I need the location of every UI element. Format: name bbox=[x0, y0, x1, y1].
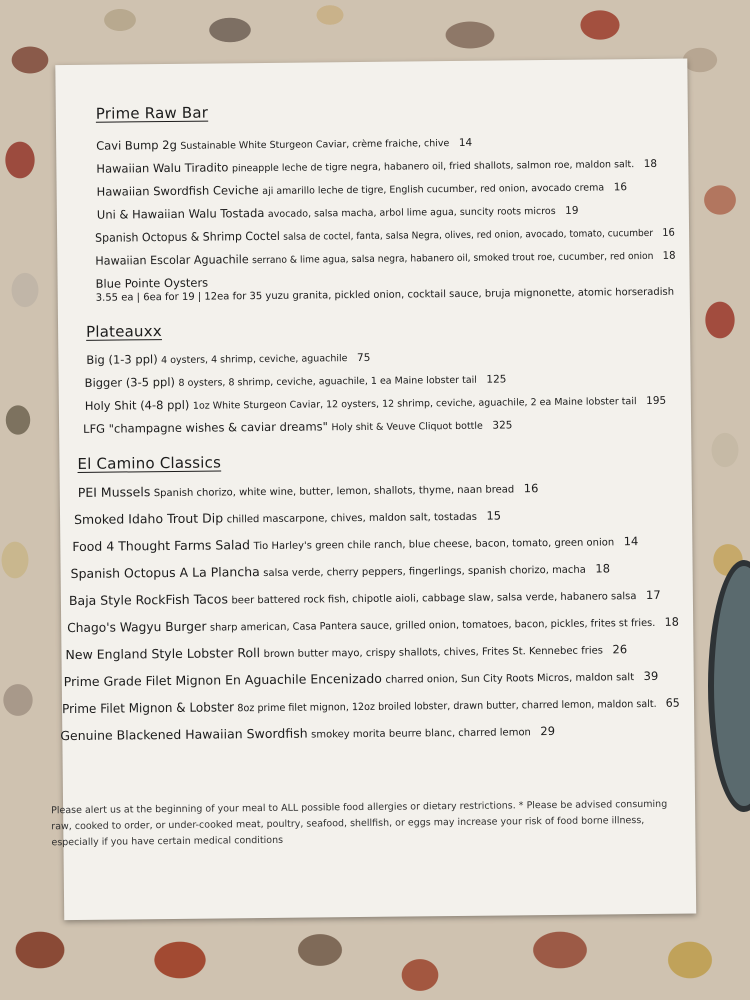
item-price: 16 bbox=[613, 181, 628, 194]
menu-item bbox=[64, 669, 659, 691]
item-desc: pineapple leche de tigre negra, habanero oil, fried shallots, salmon roe, maldon salt. bbox=[231, 159, 635, 175]
menu-item bbox=[71, 561, 611, 583]
item-name: Genuine Blackened Hawaiian Swordfish bbox=[60, 725, 308, 744]
item-name: Hawaiian Swordfish Ceviche bbox=[96, 183, 259, 199]
menu-item bbox=[96, 135, 472, 155]
item-name: Prime Grade Filet Mignon En Aguachile Encenizado bbox=[63, 670, 382, 690]
menu-item bbox=[85, 371, 507, 391]
item-name: Smoked Idaho Trout Dip bbox=[73, 510, 224, 527]
item-price: 39 bbox=[643, 668, 659, 684]
item-name: Chago's Wagyu Burger bbox=[67, 618, 207, 636]
item-desc: serrano & lime agua, salsa negra, habanero oil, smoked trout roe, cucumber, red onion bbox=[251, 250, 654, 267]
menu-item bbox=[78, 481, 539, 502]
item-desc: Sustainable White Sturgeon Caviar, crème fraiche, chive bbox=[180, 138, 450, 152]
item-price: 16 bbox=[523, 481, 539, 496]
menu-item-oysters bbox=[96, 276, 209, 292]
item-name: Hawaiian Escolar Aguachile bbox=[95, 252, 249, 268]
menu-item bbox=[65, 642, 627, 664]
item-desc: salsa de coctel, fanta, salsa Negra, olives, red onion, avocado, tomato, cucumber bbox=[283, 227, 654, 243]
menu-item bbox=[95, 248, 675, 270]
item-price: 26 bbox=[612, 642, 628, 657]
item-price: 18 bbox=[643, 157, 658, 171]
menu-item bbox=[60, 724, 555, 745]
item-name: Cavi Bump 2g bbox=[96, 137, 177, 153]
item-name: Spanish Octopus A La Plancha bbox=[70, 564, 260, 582]
item-name: Blue Pointe Oysters bbox=[95, 275, 209, 291]
item-price: 18 bbox=[595, 561, 611, 576]
item-price: 16 bbox=[662, 226, 675, 239]
item-desc: Tio Harley's green chile ranch, blue cheese, bacon, tomato, green onion bbox=[253, 537, 615, 553]
menu-item bbox=[97, 179, 628, 201]
item-desc: Holy shit & Veuve Cliquot bottle bbox=[331, 420, 483, 434]
item-name: Baja Style RockFish Tacos bbox=[68, 591, 228, 609]
menu-item bbox=[72, 534, 638, 556]
menu-item bbox=[95, 225, 675, 247]
item-name: Holy Shit (4-8 ppl) bbox=[84, 397, 190, 413]
item-desc: 4 oysters, 4 shrimp, ceviche, aguachile bbox=[161, 353, 348, 367]
item-price: 14 bbox=[623, 534, 639, 549]
item-price: 29 bbox=[540, 723, 556, 739]
plate-edge bbox=[708, 560, 750, 812]
item-desc: 8 oysters, 8 shrimp, ceviche, aguachile, 1 ea Maine lobster tail bbox=[178, 374, 477, 389]
menu-item bbox=[96, 156, 657, 178]
item-desc: brown butter mayo, crispy shallots, chives, Frites St. Kennebec fries bbox=[263, 645, 604, 661]
item-desc: Spanish chorizo, white wine, butter, lemon, shallots, thyme, naan bread bbox=[153, 484, 515, 500]
menu-item bbox=[86, 350, 370, 369]
menu-sheet bbox=[51, 59, 696, 921]
item-desc: avocado, salsa macha, arbol lime agua, suncity roots micros bbox=[267, 205, 556, 220]
menu-item bbox=[83, 417, 512, 437]
item-price: 75 bbox=[356, 351, 371, 365]
item-name: Prime Filet Mignon & Lobster bbox=[61, 699, 235, 717]
item-price: 325 bbox=[492, 419, 513, 432]
item-desc: aji amarillo leche de tigre, English cucumber, red onion, avocado crema bbox=[262, 182, 605, 198]
item-price: 125 bbox=[486, 373, 507, 386]
allergy-disclaimer: Please alert us at the beginning of your meal to ALL possible food allergies or dietary restrictions. * Please be advised consuming raw, cooked to order, or under-cooked meat, poultry, seafood, shellfish, or eggs may increase your risk of food borne illness, especially if you have certain medical conditions bbox=[51, 798, 668, 849]
item-desc: smokey morita beurre blanc, charred lemon bbox=[311, 727, 531, 741]
item-desc: charred onion, Sun City Roots Micros, maldon salt bbox=[385, 672, 635, 686]
item-name: Hawaiian Walu Tiradito bbox=[96, 160, 229, 176]
item-desc: 8oz prime filet mignon, 12oz broiled lobster, drawn butter, charred lemon, maldon salt. bbox=[237, 698, 657, 715]
item-price: 17 bbox=[645, 587, 661, 603]
item-name: Bigger (3-5 ppl) bbox=[84, 374, 176, 390]
item-name: Big (1-3 ppl) bbox=[86, 352, 158, 367]
section-title-classics: El Camino Classics bbox=[77, 453, 222, 473]
menu-item bbox=[74, 509, 501, 529]
menu-item bbox=[69, 588, 661, 610]
item-name: Food 4 Thought Farms Salad bbox=[72, 537, 251, 555]
item-desc: 1oz White Sturgeon Caviar, 12 oysters, 12 shrimp, ceviche, aguachile, 2 ea Maine lobster tail bbox=[192, 396, 637, 412]
menu-item bbox=[97, 203, 579, 224]
item-price: 14 bbox=[458, 136, 473, 149]
menu-item bbox=[67, 615, 679, 637]
item-price: 19 bbox=[565, 204, 579, 217]
menu-item bbox=[62, 696, 680, 718]
item-price: 195 bbox=[646, 394, 667, 407]
item-desc: chilled mascarpone, chives, maldon salt, tostadas bbox=[226, 511, 477, 526]
item-name: Uni & Hawaiian Walu Tostada bbox=[96, 205, 265, 222]
item-name: PEI Mussels bbox=[77, 484, 151, 500]
item-name: Spanish Octopus & Shrimp Coctel bbox=[95, 228, 280, 245]
item-price: 18 bbox=[664, 614, 679, 629]
menu-item bbox=[85, 393, 666, 415]
item-price: 15 bbox=[486, 508, 502, 523]
section-title-plateaux: Plateauxx bbox=[86, 322, 162, 341]
item-name: LFG "champagne wishes & caviar dreams" bbox=[83, 419, 329, 436]
section-title-raw-bar: Prime Raw Bar bbox=[95, 103, 209, 123]
item-price: 65 bbox=[665, 695, 680, 710]
item-name: New England Style Lobster Roll bbox=[65, 645, 261, 663]
item-desc: sharp american, Casa Pantera sauce, grilled onion, tomatoes, bacon, pickles, frites st fries. bbox=[209, 617, 656, 634]
item-desc: salsa verde, cherry peppers, fingerlings, spanish chorizo, macha bbox=[263, 564, 586, 580]
item-desc: beer battered rock fish, chipotle aioli, cabbage slaw, salsa verde, habanero salsa bbox=[231, 591, 637, 607]
item-price: 18 bbox=[662, 249, 676, 262]
oysters-detail: 3.55 ea | 6ea for 19 | 12ea for 35 yuzu granita, pickled onion, cocktail sauce, bruja mignonette, atomic horseradish bbox=[95, 286, 675, 304]
